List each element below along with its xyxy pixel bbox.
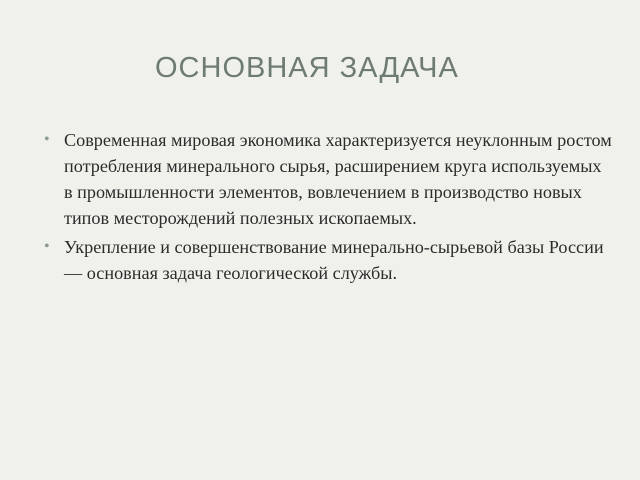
bullet-text: Современная мировая экономика характеризуется неуклонным ростом потребления минерального сырья, расширением круга используемых в промышленности элементов, вовлечением в производство новых типов месторождений полезных ископаемых. <box>64 130 612 228</box>
bullet-icon: • <box>44 238 50 255</box>
bullet-text: Укрепление и совершенствование минерально-сырьевой базы России — основная задача геологической службы. <box>64 237 604 283</box>
bullet-item <box>44 234 614 286</box>
bullet-item <box>44 127 614 231</box>
bullet-icon: • <box>44 131 50 148</box>
bullet-list <box>44 127 614 289</box>
slide-title: ОСНОВНАЯ ЗАДАЧА <box>155 52 459 84</box>
